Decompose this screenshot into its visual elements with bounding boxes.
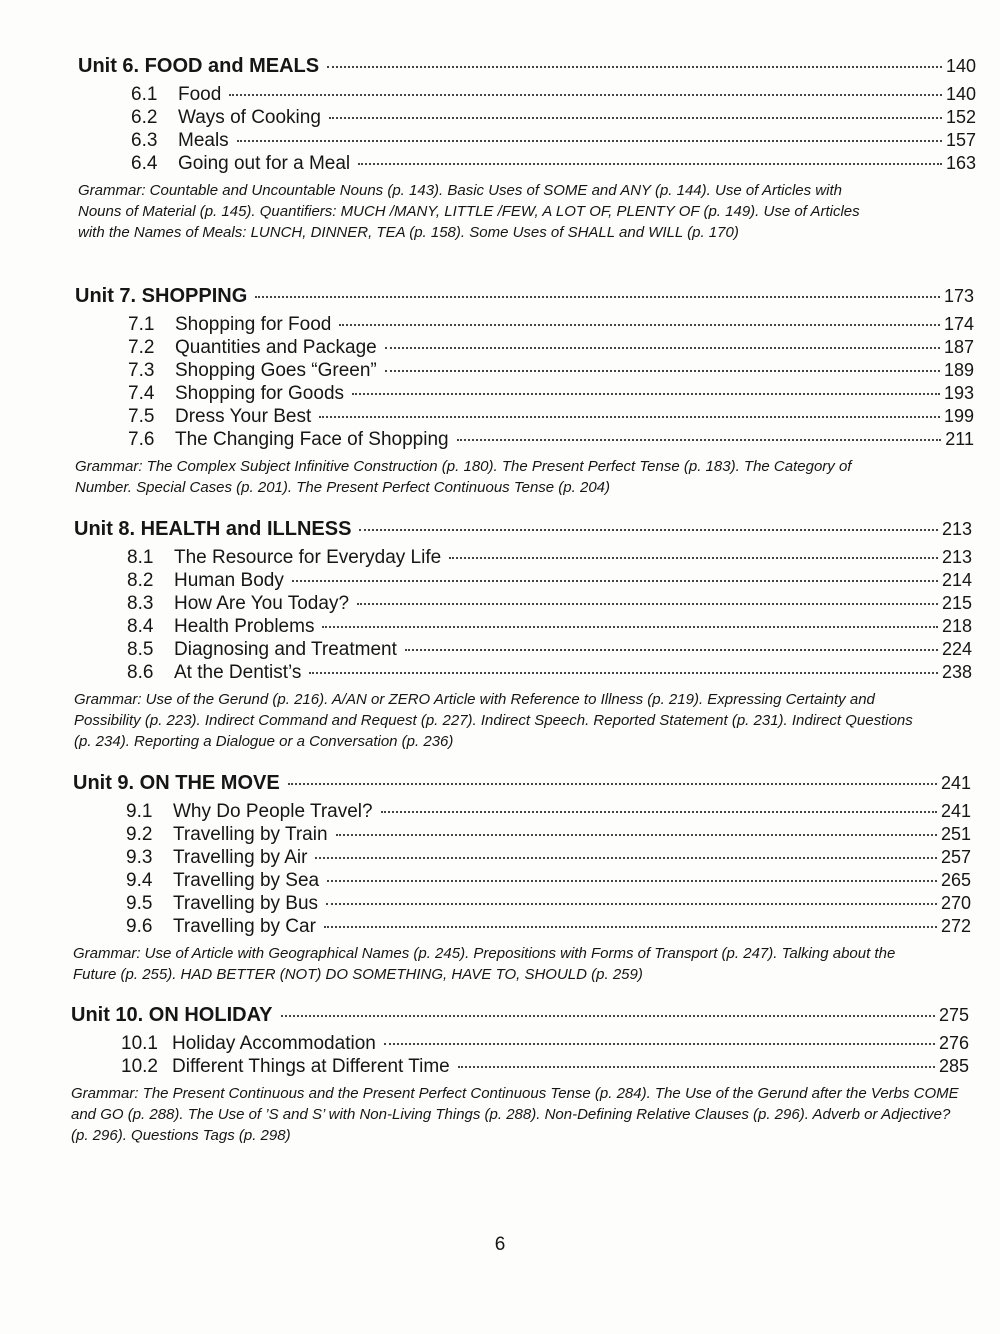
section-number: 9.2: [126, 824, 153, 845]
section-entry[interactable]: [128, 406, 974, 429]
unit-10: [71, 1004, 969, 1146]
section-entry[interactable]: [126, 916, 971, 939]
section-page: 157: [945, 130, 976, 150]
section-title: Travelling by Sea: [173, 870, 320, 891]
section-entry[interactable]: [131, 130, 976, 153]
leader-dots: [329, 117, 942, 119]
section-number: 7.1: [128, 314, 155, 335]
section-number: 6.3: [131, 130, 158, 151]
unit-heading[interactable]: [71, 1004, 969, 1030]
unit-heading[interactable]: [75, 285, 974, 311]
unit-title: Unit 6. FOOD and MEALS: [78, 55, 320, 77]
section-entry[interactable]: [127, 639, 972, 662]
section-number: 8.5: [127, 639, 154, 660]
section-number: 8.4: [127, 616, 154, 637]
section-number: 6.4: [131, 153, 158, 174]
section-number: 7.6: [128, 429, 155, 450]
section-number: 9.1: [126, 801, 153, 822]
section-entry[interactable]: [131, 107, 976, 130]
section-number: 10.1: [121, 1033, 158, 1054]
section-title: Different Things at Different Time: [172, 1056, 450, 1077]
section-page: 163: [945, 153, 976, 173]
leader-dots: [324, 926, 937, 928]
leader-dots: [449, 557, 938, 559]
leader-dots: [237, 140, 942, 142]
section-title: Travelling by Air: [173, 847, 308, 868]
section-page: 257: [940, 847, 971, 867]
section-number: 6.1: [131, 84, 158, 105]
section-entry[interactable]: [128, 360, 974, 383]
grammar-note: Grammar: Use of the Gerund (p. 216). A/AN or ZERO Article with Reference to Illness (p. 219). Expressing Certainty and Possibility (p. 223). Indirect Command and Request (p. 227). Indirect Speech. Reported Statement (p. 231). Indirect Questions (p. 234). Reporting a Dialogue or a Conversation (p. 236): [74, 691, 913, 750]
section-title: Human Body: [174, 570, 284, 591]
unit-heading[interactable]: [73, 772, 971, 798]
section-number: 8.6: [127, 662, 154, 683]
unit-title: Unit 7. SHOPPING: [75, 285, 248, 307]
section-entry[interactable]: [128, 337, 974, 360]
section-number: 9.6: [126, 916, 153, 937]
unit-7: [75, 285, 974, 498]
section-page: 214: [941, 570, 972, 590]
leader-dots: [281, 1015, 935, 1017]
leader-dots: [229, 94, 942, 96]
section-title: Travelling by Bus: [173, 893, 319, 914]
section-number: 10.2: [121, 1056, 158, 1077]
leader-dots: [352, 393, 940, 395]
section-title: Shopping for Goods: [175, 383, 345, 404]
section-entry[interactable]: [121, 1033, 969, 1056]
section-title: Ways of Cooking: [178, 107, 321, 128]
section-entry[interactable]: [126, 870, 971, 893]
section-list: [73, 801, 971, 939]
section-entry[interactable]: [127, 570, 972, 593]
section-number: 9.5: [126, 893, 153, 914]
section-number: 7.5: [128, 406, 155, 427]
unit-heading[interactable]: [74, 518, 972, 544]
section-entry[interactable]: [131, 84, 976, 107]
section-title: Travelling by Car: [173, 916, 316, 937]
section-number: 7.3: [128, 360, 155, 381]
section-title: How Are You Today?: [174, 593, 350, 614]
section-page: 215: [941, 593, 972, 613]
section-title: At the Dentist’s: [174, 662, 302, 683]
leader-dots: [458, 1066, 935, 1068]
grammar-note: Grammar: Countable and Uncountable Nouns (p. 143). Basic Uses of SOME and ANY (p. 144). Use of Articles with Nouns of Material (p. 145). Quantifiers: MUCH /MANY, LITTLE /FEW, A LOT OF, PLENTY OF (p. 149). Use of Articles with the Names of Meals: LUNCH, DINNER, TEA (p. 158). Some Uses of SHALL and WILL (p. 170): [78, 182, 860, 241]
section-number: 6.2: [131, 107, 158, 128]
leader-dots: [339, 324, 940, 326]
section-number: 7.4: [128, 383, 155, 404]
section-list: [74, 547, 972, 685]
grammar-note: Grammar: Use of Article with Geographical Names (p. 245). Prepositions with Forms of Transport (p. 247). Talking about the Future (p. 255). HAD BETTER (NOT) DO SOMETHING, HAVE TO, SHOULD (p. 259): [73, 945, 896, 983]
leader-dots: [359, 529, 938, 531]
unit-page: 241: [940, 773, 971, 793]
leader-dots: [457, 439, 942, 441]
section-number: 8.3: [127, 593, 154, 614]
section-entry[interactable]: [128, 429, 974, 452]
unit-page: 275: [938, 1005, 969, 1025]
unit-heading[interactable]: [78, 55, 976, 81]
section-title: Travelling by Train: [173, 824, 328, 845]
section-page: 285: [938, 1056, 969, 1076]
section-page: 187: [943, 337, 974, 357]
unit-title: Unit 8. HEALTH and ILLNESS: [74, 518, 352, 540]
grammar-note: Grammar: The Present Continuous and the Present Perfect Continuous Tense (p. 284). The Use of the Gerund after the Verbs COME and GO (p. 288). The Use of ’S and S’ with Non-Living Things (p. 288). Non-Defining Relative Clauses (p. 296). Adverb or Adjective? (p. 296). Questions Tags (p. 298): [71, 1085, 959, 1144]
section-list: [75, 314, 974, 452]
section-title: Going out for a Meal: [178, 153, 351, 174]
section-title: Meals: [178, 130, 229, 151]
unit-6: [78, 55, 976, 243]
section-entry[interactable]: [127, 547, 972, 570]
grammar-note: Grammar: The Complex Subject Infinitive Construction (p. 180). The Present Perfect Tense (p. 183). The Category of Number. Special Cases (p. 201). The Present Perfect Continuous Tense (p. 204): [75, 458, 852, 496]
section-entry[interactable]: [131, 153, 976, 176]
section-list: [78, 84, 976, 176]
unit-8: [74, 518, 972, 752]
section-page: 174: [943, 314, 974, 334]
section-number: 9.3: [126, 847, 153, 868]
leader-dots: [336, 834, 937, 836]
section-entry[interactable]: [128, 314, 974, 337]
section-entry[interactable]: [126, 801, 971, 824]
section-page: 213: [941, 547, 972, 567]
section-page: 189: [943, 360, 974, 380]
section-page: 152: [945, 107, 976, 127]
section-entry[interactable]: [126, 824, 971, 847]
leader-dots: [326, 903, 937, 905]
section-entry[interactable]: [127, 593, 972, 616]
unit-page: 140: [945, 56, 976, 76]
section-page: 276: [938, 1033, 969, 1053]
section-title: The Resource for Everyday Life: [174, 547, 442, 568]
section-entry[interactable]: [128, 383, 974, 406]
section-entry[interactable]: [127, 662, 972, 685]
leader-dots: [322, 626, 938, 628]
section-entry[interactable]: [121, 1056, 969, 1079]
section-page: 265: [940, 870, 971, 890]
leader-dots: [327, 880, 937, 882]
section-list: [71, 1033, 969, 1079]
section-page: 199: [943, 406, 974, 426]
section-page: 218: [941, 616, 972, 636]
section-title: Dress Your Best: [175, 406, 312, 427]
leader-dots: [288, 783, 937, 785]
section-page: 251: [940, 824, 971, 844]
section-title: Shopping for Food: [175, 314, 332, 335]
section-page: 270: [940, 893, 971, 913]
section-entry[interactable]: [126, 847, 971, 870]
section-title: Diagnosing and Treatment: [174, 639, 397, 660]
section-entry[interactable]: [126, 893, 971, 916]
section-page: 272: [940, 916, 971, 936]
section-page: 241: [940, 801, 971, 821]
leader-dots: [384, 1043, 935, 1045]
leader-dots: [255, 296, 940, 298]
unit-title: Unit 9. ON THE MOVE: [73, 772, 280, 794]
unit-page: 173: [943, 286, 974, 306]
leader-dots: [385, 347, 940, 349]
leader-dots: [405, 649, 938, 651]
section-page: 238: [941, 662, 972, 682]
section-number: 7.2: [128, 337, 155, 358]
section-number: 8.2: [127, 570, 154, 591]
unit-9: [73, 772, 971, 985]
section-entry[interactable]: [127, 616, 972, 639]
leader-dots: [385, 370, 940, 372]
leader-dots: [309, 672, 938, 674]
unit-page: 213: [941, 519, 972, 539]
section-title: Why Do People Travel?: [173, 801, 373, 822]
section-title: The Changing Face of Shopping: [175, 429, 449, 450]
section-number: 8.1: [127, 547, 154, 568]
leader-dots: [327, 66, 942, 68]
leader-dots: [381, 811, 937, 813]
unit-title: Unit 10. ON HOLIDAY: [71, 1004, 273, 1026]
section-title: Food: [178, 84, 222, 105]
section-title: Shopping Goes “Green”: [175, 360, 377, 381]
leader-dots: [358, 163, 942, 165]
section-page: 140: [945, 84, 976, 104]
section-title: Holiday Accommodation: [172, 1033, 376, 1054]
section-page: 193: [943, 383, 974, 403]
leader-dots: [292, 580, 938, 582]
section-page: 224: [941, 639, 972, 659]
section-number: 9.4: [126, 870, 153, 891]
page-number: 6: [494, 1234, 506, 1255]
section-title: Quantities and Package: [175, 337, 377, 358]
leader-dots: [357, 603, 938, 605]
section-page: 211: [945, 429, 974, 449]
leader-dots: [315, 857, 936, 859]
leader-dots: [319, 416, 940, 418]
section-title: Health Problems: [174, 616, 315, 637]
